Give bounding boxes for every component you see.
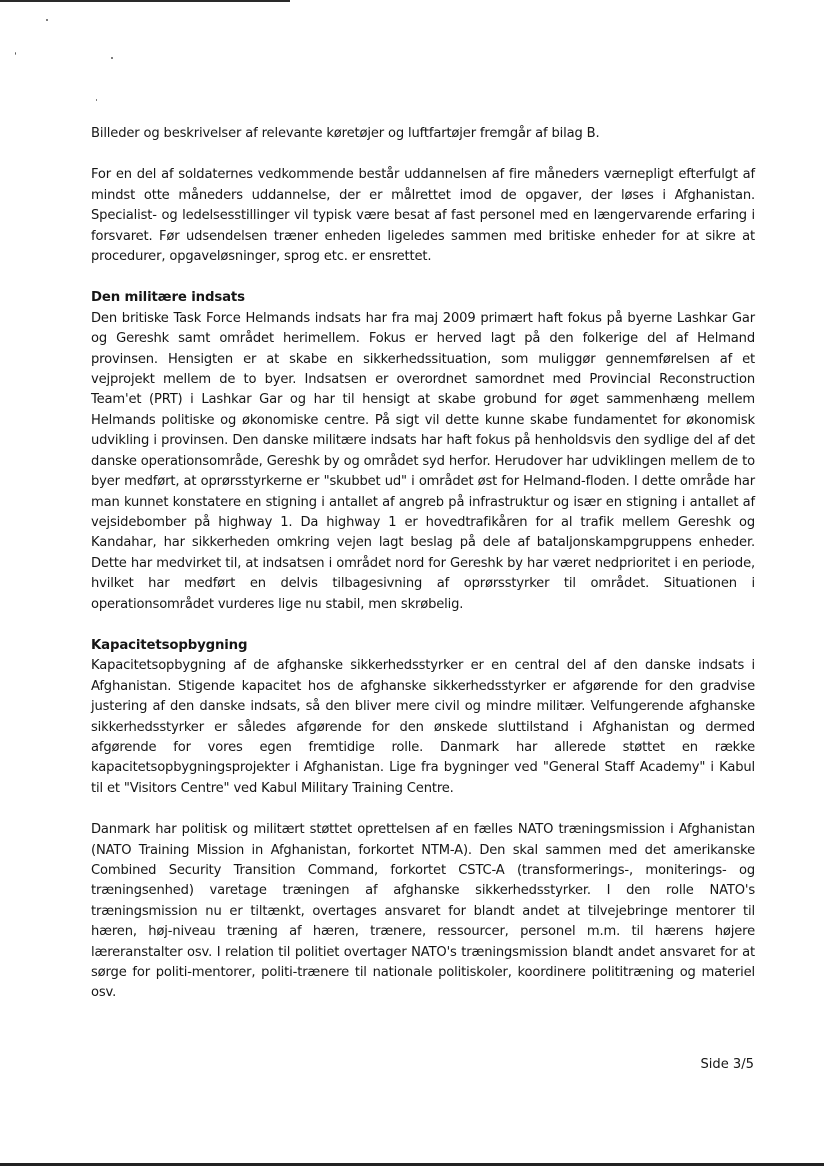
scan-speck (96, 99, 97, 101)
page-number: Side 3/5 (700, 1057, 754, 1072)
document-body (91, 124, 755, 1004)
paragraph-gap (91, 144, 755, 165)
military-paragraph: Den britiske Task Force Helmands indsats har fra maj 2009 primært haft fokus på byerne Lashkar Gar og Gereshk samt området herimellem. Fokus er herved lagt på den folkerige del af Helmand provinsen. Hensigten er at skabe en sikkerhedssituation, som muliggør gennemførelsen af et vejprojekt mellem de to byer. Indsatsen er overordnet samordnet med Provincial Reconstruction Team'et (PRT) i Lashkar Gar og har til hensigt at skabe grobund for øget sammenhæng mellem Helmands politiske og økonomiske centre. På sigt vil dette kunne skabe fundamentet for økonomisk udvikling i provinsen. Den danske militære indsats har haft fokus på henholdsvis den sydlige del af det danske operationsområde, Gereshk by og området syd herfor. Herudover har udviklingen mellem de to byer medført, at oprørsstyrkerne er "skubbet ud" i området øst for Helmand-floden. I dette område har man kunnet konstatere en stigning i antallet af angreb på infrastruktur og især en stigning i antallet af vejsidebomber på highway 1. Da highway 1 er hovedtrafikåren for al trafik mellem Gereshk og Kandahar, har sikkerheden omkring vejen lagt beslag på dele af bataljonskampgruppens enheder. Dette har medvirket til, at indsatsen i området nord for Gereshk by har været nedprioritet i en periode, hvilket har medført en delvis tilbagesivning af oprørsstyrker til området. Situationen i operationsområdet vurderes lige nu stabil, men skrøbelig. (91, 310, 755, 612)
scan-speck (15, 52, 16, 55)
scan-edge-top (0, 0, 290, 2)
section-heading-military: Den militære indsats (91, 290, 245, 306)
paragraph-gap (91, 615, 755, 636)
training-paragraph: For en del af soldaternes vedkommende består uddannelsen af fire måneders værnepligt efterfulgt af mindst otte måneders uddannelse, der er målrettet imod de opgaver, der løses i Afghanistan. Specialist- og ledelsesstillinger vil typisk være besat af fast personel med en længervarende erfaring i forsvaret. Før udsendelsen træner enheden ligeledes sammen med britiske enheder for at sikre at procedurer, opgaveløsninger, sprog etc. er ensrettet. (91, 167, 755, 265)
nato-paragraph: Danmark har politisk og militært støttet oprettelsen af en fælles NATO træningsmission i Afghanistan (NATO Training Mission in Afghanistan, forkortet NTM-A). Den skal sammen med det amerikanske Combined Security Transition Command, forkortet CSTC-A (transformerings-, moniterings- og træningsenhed) varetage træningen af afghanske sikkerhedsstyrker. I den rolle NATO's træningsmission nu er tiltænkt, overtages ansvaret for blandt andet at tilvejebringe mentorer til hæren, høj-niveau træning af hæren, trænere, ressourcer, personel m.m. til hærens højere læreranstalter osv. I relation til politiet overtager NATO's træningsmission blandt andet ansvaret for at sørge for politi-mentorer, politi-trænere til nationale politiskoler, koordinere polititræning og materiel osv. (91, 822, 755, 1001)
paragraph-gap (91, 267, 755, 288)
scan-edge-bottom (0, 1163, 824, 1166)
capacity-paragraph: Kapacitetsopbygning af de afghanske sikkerhedsstyrker er en central del af den danske indsats i Afghanistan. Stigende kapacitet hos de afghanske sikkerhedsstyrker er afgørende for den gradvise justering af den danske indsats, så den bliver mere civil og mindre militær. Velfungerende afghanske sikkerhedsstyrker er således afgørende for den ønskede sluttilstand i Afghanistan og dermed afgørende for vores egen fremtidige rolle. Danmark har allerede støttet en række kapacitetsopbygningsprojekter i Afghanistan. Lige fra bygninger ved "General Staff Academy" i Kabul til et "Visitors Centre" ved Kabul Military Training Centre. (91, 658, 755, 796)
scan-speck (46, 19, 48, 21)
intro-paragraph: Billeder og beskrivelser af relevante køretøjer og luftfartøjer fremgår af bilag B. (91, 126, 600, 141)
scan-speck (111, 57, 113, 59)
section-heading-capacity: Kapacitetsopbygning (91, 637, 248, 653)
paragraph-gap (91, 799, 755, 820)
